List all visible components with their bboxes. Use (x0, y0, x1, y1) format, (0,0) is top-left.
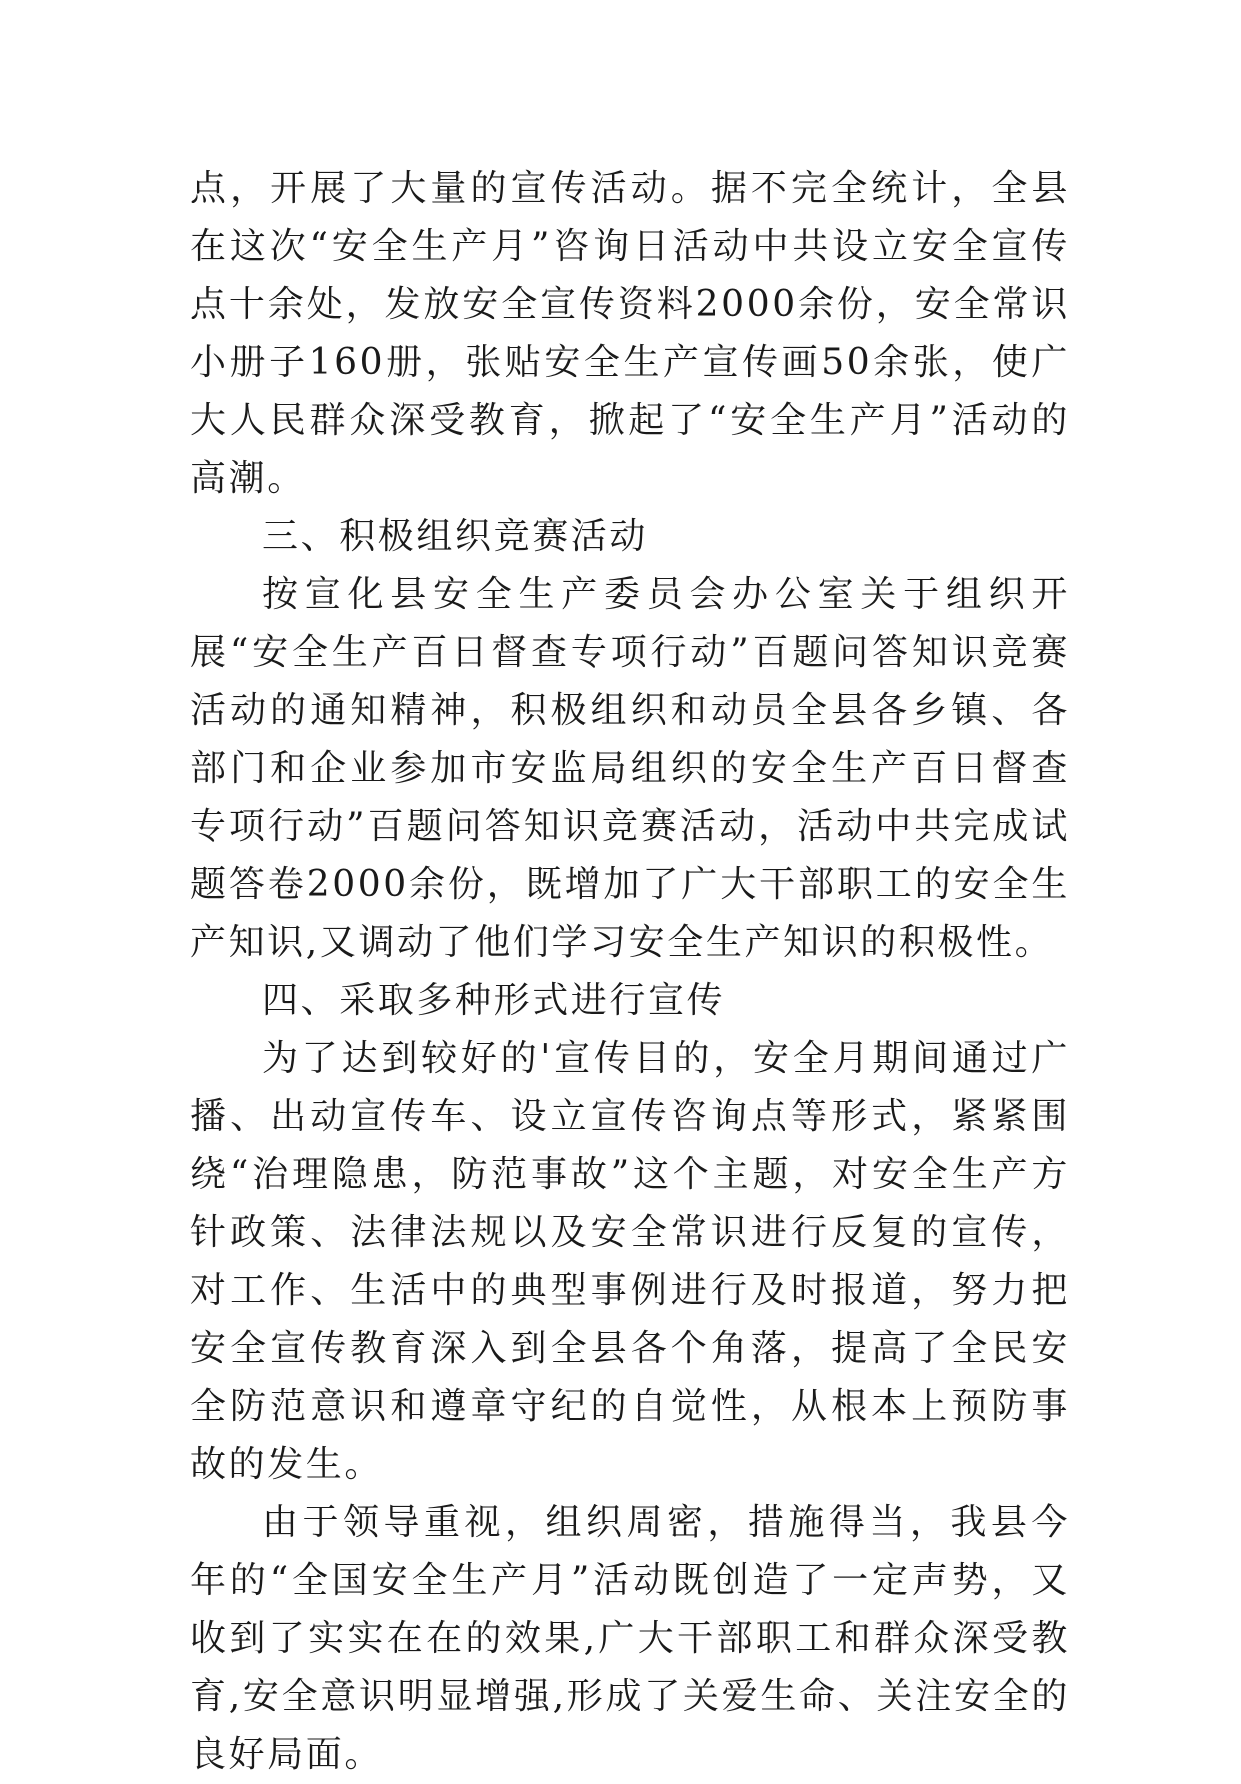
paragraph-publicity: 为了达到较好的'宣传目的，安全月期间通过广播、出动宣传车、设立宣传咨询点等形式，紧紧围绕“治理隐患，防范事故”这个主题，对安全生产方针政策、法律法规以及安全常识进行反复的宣传，对工作、生活中的典型事例进行及时报道，努力把安全宣传教育深入到全县各个角落，提高了全民安全防范意识和遵章守纪的自觉性，从根本上预防事故的发生。 (190, 1038, 1070, 1485)
paragraph-continuation: 点，开展了大量的宣传活动。据不完全统计，全县在这次“安全生产月”咨询日活动中共设立安全宣传点十余处，发放安全宣传资料2000余份，安全常识小册子160册，张贴安全生产宣传画50余张，使广大人民群众深受教育，掀起了“安全生产月”活动的高潮。 (190, 168, 1070, 499)
section-heading-three: 三、积极组织竞赛活动 (262, 516, 649, 557)
document-body (190, 160, 1070, 1784)
paragraph-conclusion: 由于领导重视，组织周密，措施得当，我县今年的“全国安全生产月”活动既创造了一定声势，又收到了实实在在的效果,广大干部职工和群众深受教育,安全意识明显增强,形成了关爱生命、关注安全的良好局面。 (190, 1502, 1070, 1775)
paragraph-competition: 按宣化县安全生产委员会办公室关于组织开展“安全生产百日督查专项行动”百题问答知识竞赛活动的通知精神，积极组织和动员全县各乡镇、各部门和企业参加市安监局组织的安全生产百日督查专项行动”百题问答知识竞赛活动，活动中共完成试题答卷2000余份，既增加了广大干部职工的安全生产知识,又调动了他们学习安全生产知识的积极性。 (190, 574, 1070, 963)
section-heading-four: 四、采取多种形式进行宣传 (262, 980, 726, 1021)
